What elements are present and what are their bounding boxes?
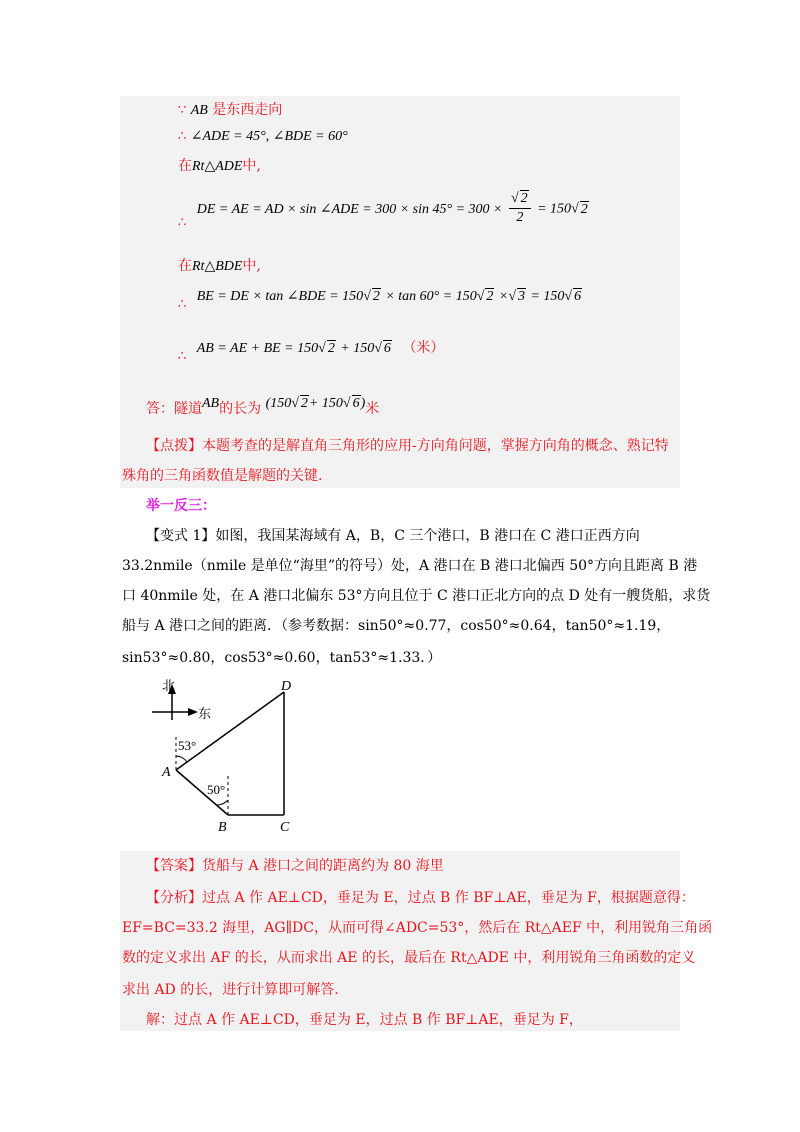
be-radicand-3: 3	[518, 289, 525, 304]
be-part-d: = 150	[530, 289, 565, 304]
angle-arc-50	[217, 800, 228, 805]
problem-line-1: 【变式 1】如图，我国某海域有 A，B，C 三个港口，B 港口在 C 港口正西方向	[146, 528, 640, 544]
answer-radicand-2: 6	[352, 396, 360, 411]
triangle-bde: Rt△BDE	[192, 259, 243, 274]
tip-line-1: 【点拨】本题考查的是解直角三角形的应用-方向角问题，掌握方向角的概念、熟记特	[146, 438, 669, 454]
therefore-symbol: ∴	[178, 297, 187, 312]
tip-line-2: 殊角的三角函数值是解题的关键.	[122, 468, 323, 484]
in-prefix: 在	[178, 258, 192, 274]
angle-arc-53	[176, 756, 187, 762]
point-d-label: D	[281, 679, 292, 694]
answer-unit: 米	[365, 401, 380, 417]
triangle-ade: Rt△ADE	[192, 159, 243, 174]
reason-line-1	[178, 100, 282, 121]
east-arrow-head	[188, 708, 198, 716]
ab-part-b: + 150	[340, 341, 375, 356]
problem-line-5: sin53°≈0.80，cos53°≈0.60，tan53°≈1.33．）	[122, 650, 442, 666]
equation-line-6: ∴ BE = DE × tan ∠BDE = 150√ 2 × tan 60° = 150√ 2 ×√ 3 = 150√ 6	[178, 289, 582, 312]
segment-ad	[176, 692, 284, 770]
therefore-symbol: ∴	[178, 215, 187, 231]
in-suffix: 中,	[242, 258, 261, 274]
de-expression: DE = AE = AD × sin ∠ADE = 300 × sin 45° = 300 ×	[196, 201, 503, 217]
be-part-c: ×	[498, 289, 509, 304]
answer-line: 答：隧道AB的长为 (150√ 2+ 150√ 6)米	[146, 396, 380, 417]
answer-expr-b: + 150	[308, 396, 343, 411]
analysis-line-4: 求出 AD 的长，进行计算即可解答.	[122, 982, 339, 998]
reason-line-3	[178, 156, 261, 177]
answer-block	[120, 851, 680, 1031]
answer-mid: 的长为	[219, 401, 262, 417]
unit-meter: （米）	[402, 340, 445, 356]
problem-line-2: 33.2nmile（nmile 是单位“海里”的符号）处，A 港口在 B 港口北偏西 50°方向且距离 B 港	[122, 558, 698, 574]
be-part-a: BE = DE × tan ∠BDE = 150	[196, 289, 364, 304]
equation-line-7: ∴ AB = AE + BE = 150√ 2 + 150√ 6 （米）	[178, 340, 445, 364]
be-radicand-2: 2	[486, 289, 494, 304]
in-suffix: 中,	[242, 158, 261, 174]
de-result: = 150	[537, 201, 572, 217]
east-label: 东	[198, 706, 212, 721]
answer-radicand-1: 2	[300, 396, 308, 411]
frac-radicand: 2	[520, 191, 528, 206]
answer-expr-a: (150	[265, 396, 292, 411]
ab-part-a: AB = AE + BE = 150	[196, 341, 319, 356]
var-ab: AB	[190, 103, 208, 118]
solution-line-1: 解：过点 A 作 AE⊥CD，垂足为 E，过点 B 作 BF⊥AE，垂足为 F，	[146, 1012, 583, 1028]
answer-statement: 【答案】货船与 A 港口之间的距离约为 80 海里	[146, 858, 444, 874]
answer-var: AB	[202, 396, 220, 411]
answer-expr-c: )	[360, 396, 366, 411]
reason-line-5	[178, 256, 261, 277]
point-a-label: A	[162, 765, 171, 780]
frac-denominator: 2	[516, 210, 524, 225]
ab-radicand-1: 2	[327, 341, 335, 356]
angle-values: ∠ADE = 45°, ∠BDE = 60°	[190, 129, 348, 144]
geometry-figure	[140, 676, 310, 836]
point-b-label: B	[218, 820, 227, 835]
analysis-line-2: EF=BC=33.2 海里，AG∥DC，从而可得∠ADC=53°，然后在 Rt△AEF 中，利用锐角三角函	[122, 920, 713, 936]
be-radicand-4: 6	[574, 289, 582, 304]
analysis-line-1: 【分析】过点 A 作 AE⊥CD，垂足为 E，过点 B 作 BF⊥AE，垂足为 F，根据题意得：	[146, 890, 695, 906]
angle-50-label: 50°	[207, 782, 226, 797]
reason-line-2	[178, 126, 348, 147]
therefore-symbol: ∴	[178, 129, 187, 144]
reason-text: 是东西走向	[212, 102, 283, 118]
ab-radicand-2: 6	[383, 341, 391, 356]
fraction-root2-over-2: $\frac{√ 2}{2}$	[509, 190, 531, 227]
problem-line-3: 口 40nmile 处，在 A 港口北偏东 53°方向且位于 C 港口正北方向的点 D 处有一艘货船，求货	[122, 588, 711, 604]
equation-line-4: ∴ DE = AE = AD × sin ∠ADE = 300 × sin 45° = 300 × $\frac{√ 2}{2}$ = 150√ 2	[178, 191, 588, 231]
de-radicand: 2	[580, 201, 588, 217]
therefore-symbol: ∴	[178, 349, 187, 364]
answer-prefix: 答：隧道	[146, 401, 202, 417]
be-radicand-1: 2	[372, 289, 380, 304]
problem-line-4: 船与 A 港口之间的距离．（参考数据：sin50°≈0.77，cos50°≈0.64，tan50°≈1.19，	[122, 618, 671, 634]
in-prefix: 在	[178, 158, 192, 174]
angle-53-label: 53°	[178, 738, 197, 753]
be-part-b: × tan 60° = 150	[385, 289, 477, 304]
section-title: 举一反三：	[146, 498, 216, 514]
analysis-line-3: 数的定义求出 AF 的长，从而求出 AE 的长，最后在 Rt△ADE 中，利用锐角三角函数的定义	[122, 950, 696, 966]
because-symbol: ∵	[178, 103, 187, 118]
north-label: 北	[162, 678, 176, 693]
point-c-label: C	[280, 820, 290, 835]
